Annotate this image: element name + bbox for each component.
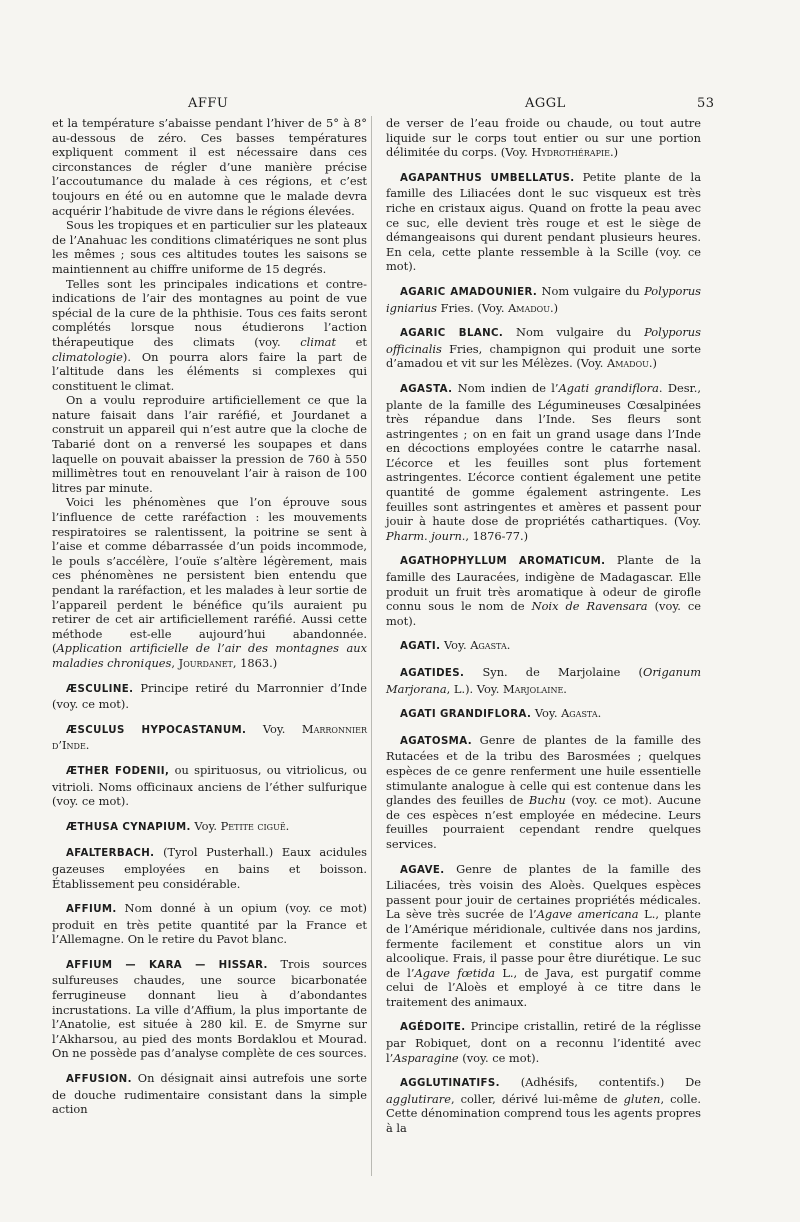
small-caps-reference: Jourdanet — [178, 655, 233, 670]
text-run: . — [597, 706, 602, 721]
text-run: (voy. ce mot). — [458, 1050, 540, 1065]
entry-headword: AGATOSMA. — [400, 735, 472, 747]
paragraph-text: et la température s’abaisse pendant l’hiver de 5° à 8° au-dessous de zéro. Ces basses températures expliquent comment il est nécessaire dans ces circonstances de régler d’une manière précise l’accoutumance du malade à ces régions, et c’est toujours en été ou en automne que le malade devra acquérir l’habitude de vivre dans le régions élevées. — [52, 116, 367, 218]
dictionary-entry — [386, 638, 701, 655]
text-run: Voici les phénomènes que l’on éprouve sous l’influence de cette raréfaction : les mouvements respiratoires se ralentissent, la poitrine se sent à l’aise et comme débarrassée d’un poids incommode, le pouls s’accélère, l’ouïe s’altère légèrement, mais ces phénomènes ne persistent bien entendu que pendant la raréfaction, et les malades à leur sortie de l’appareil perdent le bénéfice qu’ils auraient pu retirer de cet air artificiellement raréfié. Aussi cette méthode est-elle aujourd’hui abandonnée. ( — [52, 495, 367, 656]
paragraph-text: On a voulu reproduire artificiellement ce que la nature faisait dans l’air raréfié, et Jourdanet a construit un appareil qui n’est autre que la cloche de Tabarié dont on a renversé les soupapes et dans laquelle on pouvait abaisser la pression de 760 à 550 millimètres tout en renouvelant l’air à raison de 100 litres par minute. — [52, 393, 367, 495]
dictionary-entry — [52, 957, 367, 1061]
text-run: Principe retiré du Marronnier d’Inde (voy. ce mot). — [52, 680, 367, 712]
page-number: 53 — [697, 96, 715, 111]
italic-term: Polyporus igniarius — [386, 283, 702, 315]
text-run: ). On pourra alors faire la part de l’altitude dans les éléments si complexes qui constituent le climat. — [52, 349, 367, 393]
entry-headword: ÆSCULINE. — [66, 683, 134, 695]
dictionary-entry — [52, 1071, 367, 1117]
dictionary-entry — [52, 763, 367, 809]
dictionary-entry — [386, 733, 701, 852]
italic-term: climat — [300, 334, 337, 349]
text-run: Petite plante de la famille des Liliacées dont le suc visqueux est très riche en cristaux aigus. Quand on frotte la peau avec ce suc, elle devient très rouge et est le siège de démangeaisons qui durent pendant plusieurs heures. En cela, cette plante ressemble à la Scille (voy. ce mot). — [386, 169, 701, 274]
italic-term: Origanum Marjorana — [386, 665, 701, 696]
column-divider — [371, 116, 372, 1176]
text-run: Fries, champignon qui produit une sorte d’amadou et vit sur les Mélèzes. (Voy. — [386, 341, 701, 371]
dictionary-entry — [386, 665, 701, 696]
text-run: de verser de l’eau froide ou chaude, ou tout autre liquide sur le corps tout entier ou sur une portion délimitée du corps. (Voy. — [386, 116, 701, 160]
entry-headword: ÆTHUSA CYNAPIUM. — [66, 821, 191, 833]
text-run: Voy. — [246, 721, 302, 736]
text-run: Trois sources sulfureuses chaudes, une source bicarbonatée ferrugineuse donnant lieu à d’abondantes incrustations. La ville d’Affium, la plus importante de l’Anatolie, est située à 280 kil. E. de Smyrne sur l’Akharsou, au pied des monts Bordaklou et Mourad. On ne possède pas d’analyse complète de ces sources. — [52, 956, 367, 1061]
entry-headword: AGATIDES. — [400, 668, 465, 679]
italic-term: Agati grandiflora — [558, 380, 659, 395]
italic-term: Polyporus officinalis — [386, 325, 701, 356]
entry-headword: AGAVE. — [400, 864, 445, 876]
text-run: ou spirituosus, ou vitriolicus, ou vitrioli. Noms officinaux anciens de l’éther sulfurique (voy. ce mot). — [52, 762, 367, 809]
text-run: . — [506, 638, 511, 653]
dictionary-entry — [52, 681, 367, 712]
right-column — [386, 116, 701, 1136]
text-run: .) — [648, 356, 657, 371]
entry-headword: AFFIUM — KARA — HISSAR. — [66, 959, 268, 971]
italic-term: Noix de Ravensara — [531, 599, 648, 614]
italic-term: agglutirare — [386, 1091, 451, 1106]
text-run: L., de Java, est purgatif comme celui de l’Aloès et employé à ce titre dans le traitement des animaux. — [386, 965, 702, 1009]
entry-headword: ÆSCULUS HYPOCASTANUM. — [66, 724, 247, 736]
italic-term: Pharm. journ. — [386, 528, 466, 543]
italic-term: Buchu — [528, 793, 566, 808]
text-paragraph — [52, 218, 367, 276]
italic-term: Agave americana — [536, 907, 639, 922]
text-run: . — [85, 738, 90, 753]
italic-term: climatologie — [52, 349, 123, 364]
running-head-right: AGGL — [525, 96, 566, 111]
dictionary-entry — [386, 1019, 701, 1065]
dictionary-entry — [386, 553, 701, 628]
small-caps-reference: Amadou — [508, 300, 550, 315]
text-run: Genre de plantes de la famille des Rutacées et de la tribu des Barosmées ; quelques espèces de ce genre renferment une huile essentielle stimulante analogue à celle qui est contenue dans les glandes des feuilles de — [386, 732, 701, 808]
text-paragraph — [52, 277, 367, 394]
text-run: Syn. de Marjolaine ( — [464, 665, 644, 679]
dictionary-entry — [386, 706, 701, 723]
text-run: Principe cristallin, retiré de la réglisse par Robiquet, dont on a reconnu l’identité avec l’ — [386, 1019, 701, 1065]
text-run: . — [563, 681, 567, 696]
text-paragraph — [52, 116, 367, 218]
text-run: , colle. Cette dénomination comprend tous les agents propres à la — [386, 1091, 701, 1136]
running-head-left: AFFU — [188, 96, 229, 111]
italic-term: Application artificielle de l’air des montagnes aux maladies chroniques — [52, 641, 367, 670]
text-paragraph — [52, 393, 367, 495]
text-run: (Tyrol Pusterhall.) Eaux acidules gazeuses employées en bains et boisson. Établissement peu considérable. — [52, 845, 367, 891]
small-caps-reference: Marronnier d’Inde — [52, 721, 367, 753]
dictionary-entry — [52, 722, 367, 753]
text-paragraph — [386, 116, 701, 160]
text-run: Plante de la famille des Lauracées, indigène de Madagascar. Elle produit un fruit très aromatique à odeur de girofle connu sous le nom de — [386, 553, 701, 614]
text-run: Voy. — [531, 706, 562, 721]
dictionary-entry — [386, 325, 701, 371]
text-run: , — [171, 655, 179, 670]
text-run: , L.). Voy. — [446, 681, 503, 696]
paragraph-text: Sous les tropiques et en particulier sur les plateaux de l’Anahuac les conditions climatériques ne sont plus les mêmes ; sous ces altitudes toutes les saisons se maintiennent au chiffre uniforme de 15 degrés. — [52, 218, 367, 276]
entry-headword: AGÉDOITE. — [400, 1022, 466, 1034]
entry-headword: AGARIC BLANC. — [400, 328, 504, 340]
small-caps-reference: Petite ciguë — [220, 818, 286, 833]
entry-headword: ÆTHER FODENII, — [66, 765, 170, 777]
small-caps-reference: Agasta — [470, 638, 507, 653]
text-paragraph — [52, 495, 367, 670]
italic-term: Asparagine — [393, 1050, 459, 1065]
entry-headword: AGASTA. — [400, 383, 453, 395]
entry-headword: AGATHOPHYLLUM AROMATICUM. — [400, 556, 606, 568]
dictionary-entry — [52, 819, 367, 836]
text-run: Genre de plantes de la famille des Liliacées, très voisin des Aloès. Quelques espèces passent pour jouir de certaines propriétés médicales. La sève très sucrée de l’ — [386, 861, 701, 922]
text-run: (voy. ce mot). — [386, 599, 701, 628]
entry-headword: AGGLUTINATIFS. — [400, 1078, 500, 1090]
dictionary-entry — [386, 381, 701, 544]
text-run: (voy. ce mot). Aucune de ces espèces n’est employée en médecine. Leurs feuilles pourraient cependant rendre quelques services. — [386, 793, 701, 851]
small-caps-reference: Amadou — [606, 356, 649, 371]
left-column — [52, 116, 367, 1117]
entry-headword: AFFIUM. — [66, 904, 117, 916]
text-run: , 1876-77.) — [465, 528, 529, 543]
entry-headword: AFALTERBACH. — [66, 848, 155, 860]
text-run: . Desr., plante de la famille des Légumineuses Cœsalpinées très répandue dans l’Inde. Ses fleurs sont astringentes ; on en fait un grand usage dans l’Inde en décoctions employées contre le catarrhe nasal. L’écorce et les feuilles sont plus fortement astringentes. L’écorce contient également une petite quantité de gomme également astringente. Les feuilles sont astringentes et amères et passent pour jouir à haute dose de propriétés cathartiques. (Voy. — [386, 380, 701, 529]
dictionary-entry — [386, 284, 701, 315]
text-run: Nom vulgaire du — [503, 325, 645, 340]
italic-term: gluten — [623, 1091, 661, 1106]
entry-headword: AGATI GRANDIFLORA. — [400, 709, 532, 721]
dictionary-entry — [386, 862, 701, 1010]
italic-term: Agave fœtida — [414, 965, 496, 980]
text-run: Telles sont les principales indications et contre-indications de l’air des montagnes au point de vue spécial de la cure de la phthisie. Tous ces faits seront complétés lorsque nous étudierons l’action thérapeutique des climats (voy. — [52, 276, 367, 349]
text-run: , 1863.) — [232, 655, 278, 670]
text-run: .) — [550, 300, 559, 315]
entry-headword: AGARIC AMADOUNIER. — [400, 286, 538, 298]
small-caps-reference: Agasta — [561, 706, 598, 721]
entry-headword: AGATI. — [400, 641, 441, 653]
text-run: et — [336, 334, 367, 349]
text-run: Voy. — [440, 638, 471, 653]
text-run: Nom vulgaire du — [537, 283, 645, 298]
small-caps-reference: Hydrothérapie — [531, 145, 610, 160]
entry-headword: AFFUSION. — [66, 1074, 132, 1086]
text-run: Nom donné à un opium (voy. ce mot) produit en très petite quantité par la France et l’Allemagne. On le retire du Pavot blanc. — [52, 901, 367, 947]
dictionary-entry — [386, 170, 701, 274]
text-run: On désignait ainsi autrefois une sorte de douche rudimentaire consistant dans la simple action — [52, 1071, 367, 1117]
text-run: Nom indien de l’ — [452, 380, 559, 395]
dictionary-entry — [52, 845, 367, 891]
text-run: Voy. — [190, 818, 221, 833]
text-run: .) — [609, 145, 619, 160]
text-run: L., plante de l’Amérique méridionale, cultivée dans nos jardins, fermente facilement et constitue alors un vin alcoolique. Frais, il passe pour être diurétique. Le suc de l’ — [386, 907, 701, 980]
text-run: (Adhésifs, contentifs.) De — [499, 1075, 701, 1090]
text-run: . — [285, 818, 290, 833]
text-run: Fries. (Voy. — [436, 300, 509, 315]
text-run: , coller, dérivé lui-même de — [451, 1091, 624, 1106]
entry-headword: AGAPANTHUS UMBELLATUS. — [400, 172, 575, 184]
dictionary-entry — [52, 901, 367, 947]
small-caps-reference: Marjolaine — [502, 681, 564, 696]
dictionary-entry — [386, 1075, 701, 1135]
